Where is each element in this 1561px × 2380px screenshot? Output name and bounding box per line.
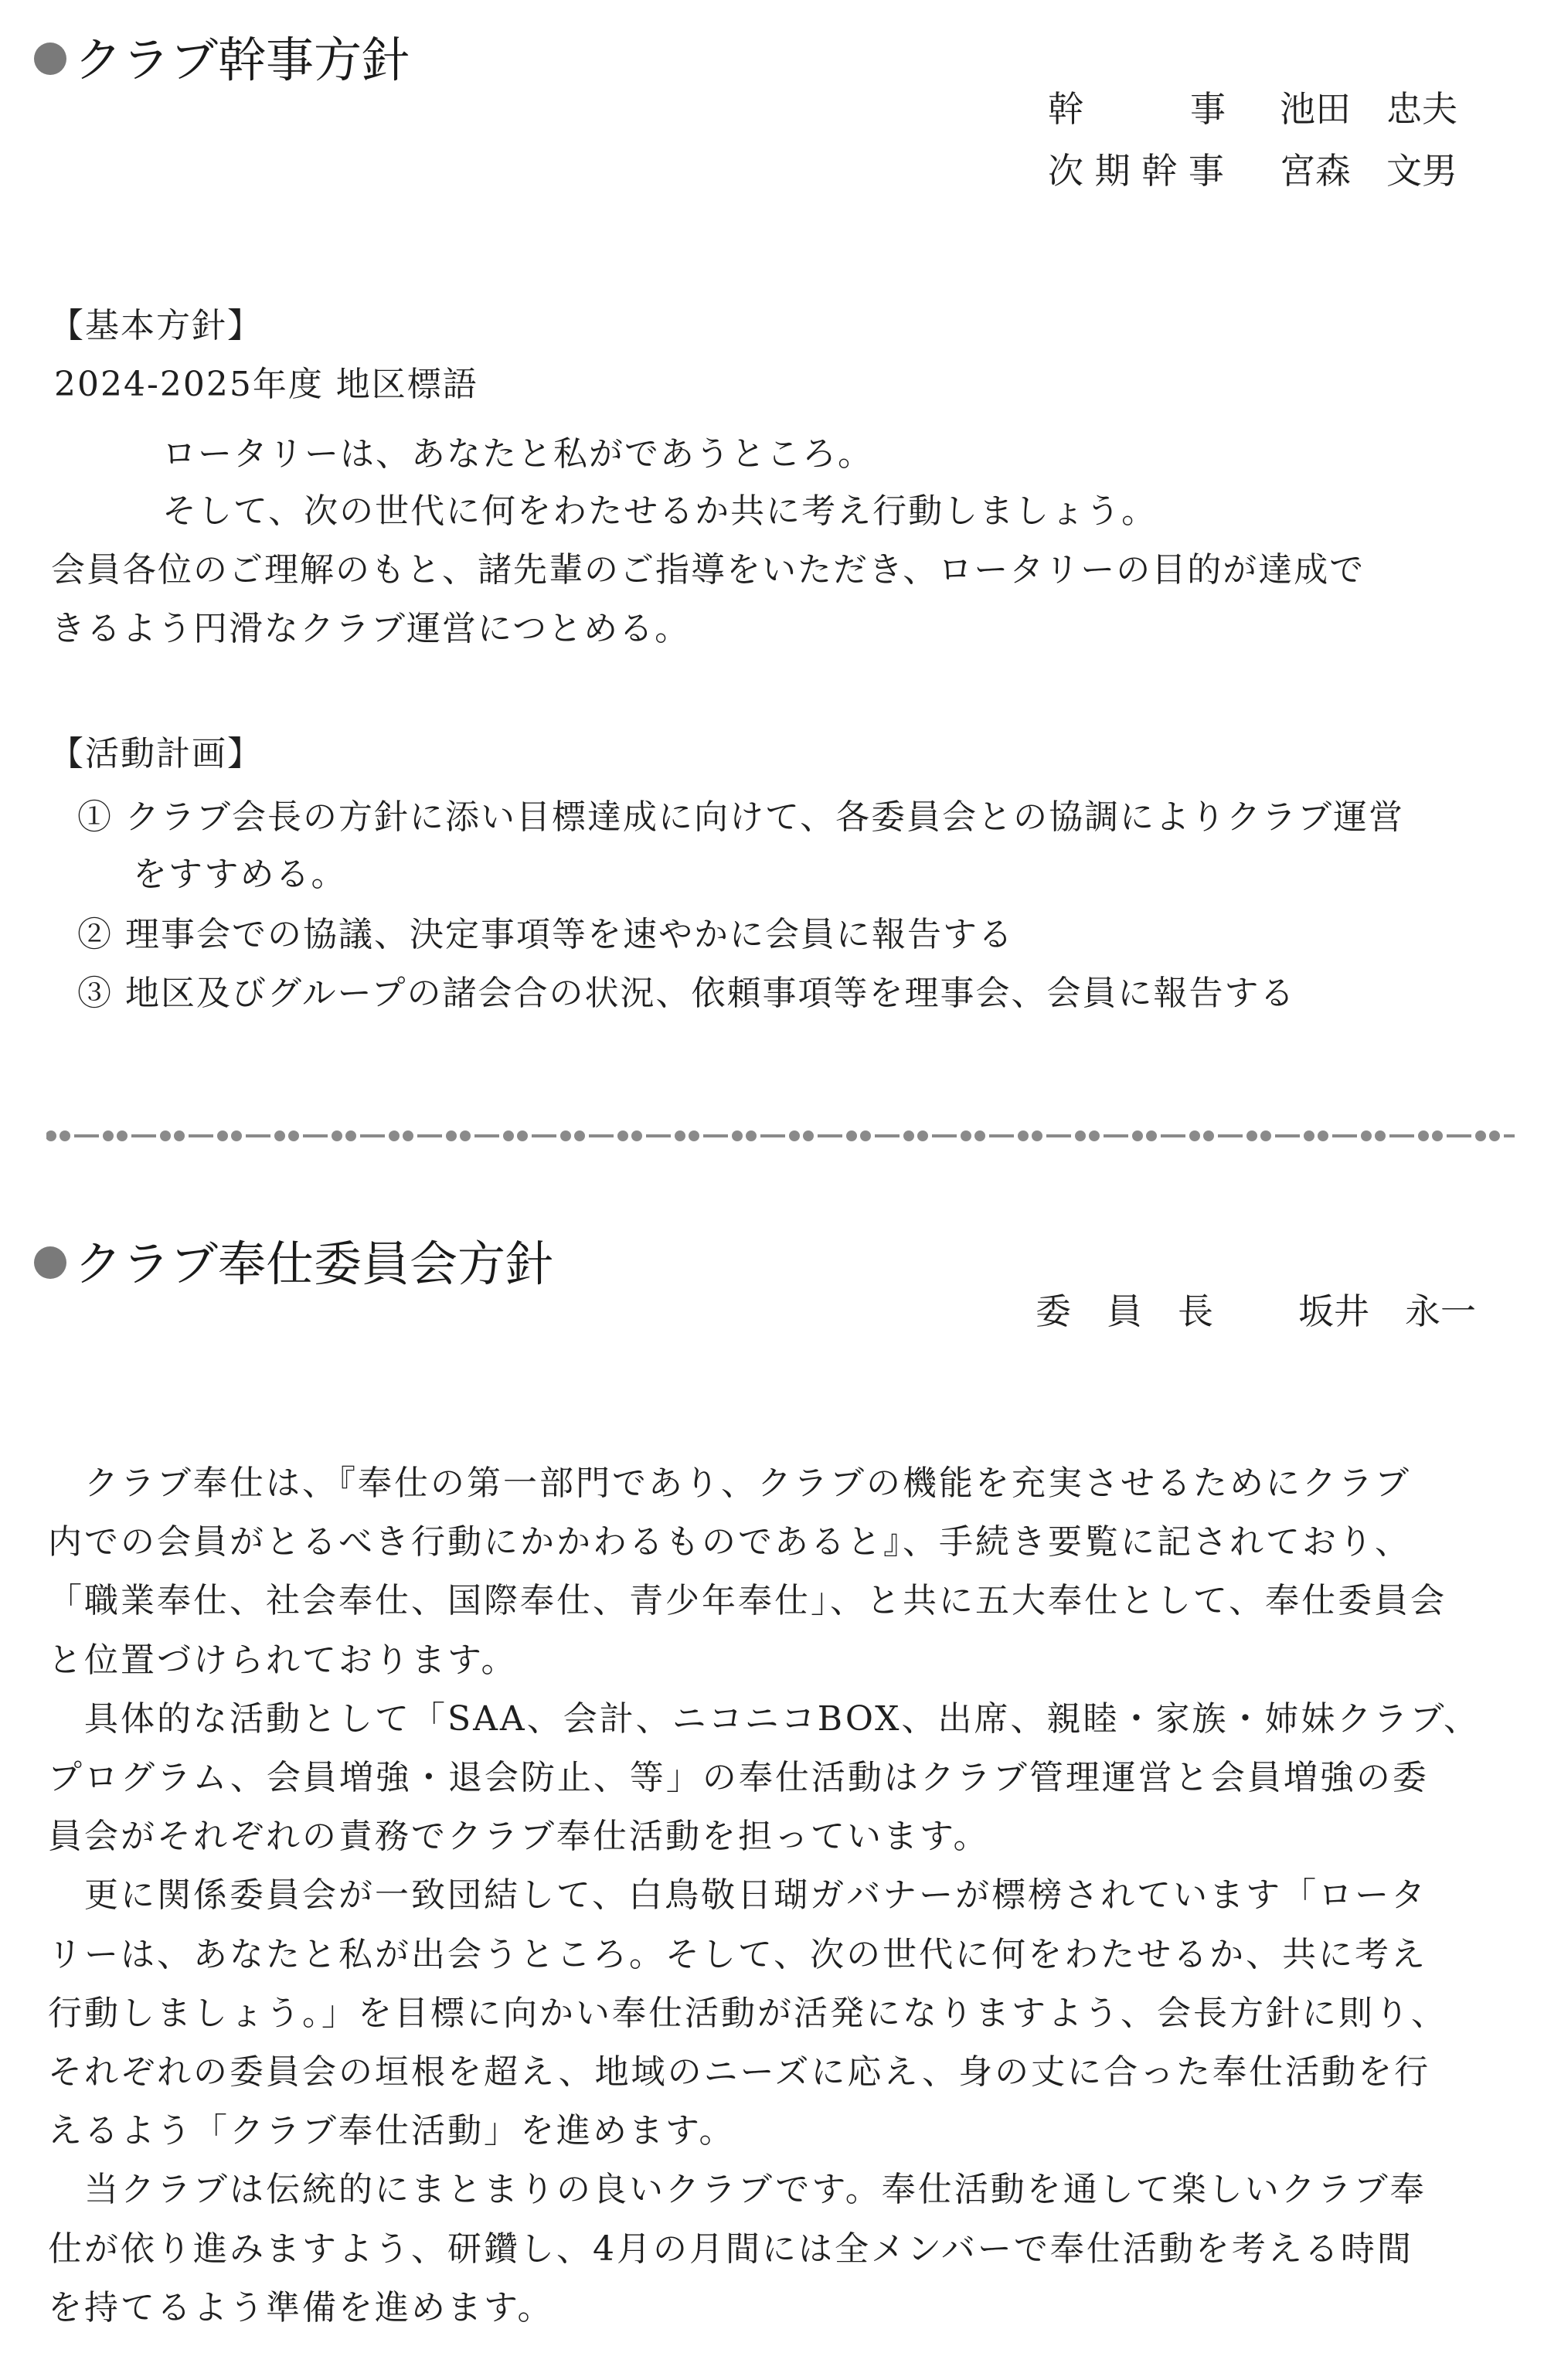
divider-dash bbox=[1046, 1134, 1071, 1137]
divider-dash bbox=[875, 1134, 900, 1137]
divider-dash bbox=[246, 1134, 270, 1137]
divider-dash bbox=[360, 1134, 385, 1137]
divider-dash bbox=[818, 1134, 842, 1137]
divider-dot bbox=[1018, 1130, 1029, 1141]
divider-dash bbox=[760, 1134, 785, 1137]
body-text-line: 内での会員がとるべき行動にかかわるものであると』、手続き要覧に記されており、 bbox=[48, 1522, 1411, 1562]
divider-dash bbox=[1447, 1134, 1471, 1137]
motto-label: 2024-2025年度 地区標語 bbox=[54, 365, 478, 404]
bullet-dot-icon bbox=[34, 42, 66, 75]
motto-line: ロータリーは、あなたと私がであうところ。 bbox=[162, 434, 873, 474]
officer-name: 宮森 文男 bbox=[1280, 150, 1457, 192]
divider-dot bbox=[274, 1130, 285, 1141]
divider-dash bbox=[589, 1134, 614, 1137]
plan-item-number: ③ bbox=[77, 974, 113, 1013]
divider-dot bbox=[503, 1130, 514, 1141]
body-text-line: 当クラブは伝統的にまとまりの良いクラブです。奉仕活動を通して楽しいクラブ奉 bbox=[48, 2170, 1427, 2210]
divider-dot bbox=[1375, 1130, 1386, 1141]
activity-plan-heading: 【活動計画】 bbox=[49, 734, 263, 774]
body-text-line: を持てるよう準備を進めます。 bbox=[48, 2287, 554, 2327]
section-title-text: クラブ奉仕委員会方針 bbox=[74, 1236, 554, 1292]
divider-dot bbox=[1318, 1130, 1328, 1141]
divider-dash bbox=[1104, 1134, 1128, 1137]
divider-dash bbox=[989, 1134, 1014, 1137]
body-text-line: 仕が依り進みますよう、研鑽し、4月の月間には全メンバーで奉仕活動を考える時間 bbox=[48, 2229, 1413, 2269]
body-text-line: 員会がそれぞれの責務でクラブ奉仕活動を担っています。 bbox=[48, 1817, 990, 1857]
divider-dot bbox=[1146, 1130, 1157, 1141]
divider-dot bbox=[846, 1130, 857, 1141]
divider-dot bbox=[1304, 1130, 1314, 1141]
divider-dot bbox=[1418, 1130, 1429, 1141]
divider-dot bbox=[1361, 1130, 1372, 1141]
divider-dash bbox=[303, 1134, 328, 1137]
divider-dot bbox=[46, 1130, 56, 1141]
divider-dot bbox=[689, 1130, 699, 1141]
divider-dot bbox=[1203, 1130, 1214, 1141]
dotted-divider bbox=[46, 1127, 1515, 1145]
divider-dot bbox=[1475, 1130, 1486, 1141]
divider-dot bbox=[903, 1130, 914, 1141]
divider-dash bbox=[532, 1134, 556, 1137]
divider-dot bbox=[974, 1130, 985, 1141]
divider-dash bbox=[1161, 1134, 1185, 1137]
officer-role: 委 員 長 bbox=[1036, 1290, 1213, 1332]
basic-policy-text-line: きるよう円滑なクラブ運営につとめる。 bbox=[51, 609, 691, 648]
divider-dash bbox=[1504, 1134, 1515, 1137]
divider-dot bbox=[1032, 1130, 1042, 1141]
divider-dot bbox=[860, 1130, 871, 1141]
divider-dot bbox=[675, 1130, 685, 1141]
divider-dot bbox=[103, 1130, 114, 1141]
divider-dot bbox=[446, 1130, 457, 1141]
officer-name: 坂井 永一 bbox=[1298, 1290, 1476, 1332]
divider-dash bbox=[646, 1134, 671, 1137]
divider-dash bbox=[1275, 1134, 1300, 1137]
section-title-secretary bbox=[34, 29, 410, 91]
divider-dash bbox=[74, 1134, 99, 1137]
body-text-line: クラブ奉仕は、『奉仕の第一部門であり、クラブの機能を充実させるためにクラブ bbox=[48, 1464, 1411, 1503]
officer-row-next-secretary bbox=[1048, 148, 1457, 193]
section-title-text: クラブ幹事方針 bbox=[74, 32, 410, 88]
plan-item-continuation: をすすめる。 bbox=[133, 855, 347, 894]
divider-dot bbox=[746, 1130, 757, 1141]
divider-dot bbox=[917, 1130, 928, 1141]
divider-dot bbox=[631, 1130, 642, 1141]
divider-dot bbox=[732, 1130, 743, 1141]
divider-dot bbox=[1189, 1130, 1200, 1141]
plan-item-number: ② bbox=[77, 915, 113, 954]
basic-policy-heading: 【基本方針】 bbox=[49, 306, 263, 345]
officer-role: 次 期 幹 事 bbox=[1048, 150, 1224, 192]
divider-dot bbox=[1132, 1130, 1143, 1141]
divider-dash bbox=[932, 1134, 957, 1137]
divider-dot bbox=[789, 1130, 800, 1141]
divider-dash bbox=[189, 1134, 213, 1137]
divider-dot bbox=[231, 1130, 242, 1141]
officer-row-secretary bbox=[1048, 87, 1457, 131]
divider-dot bbox=[574, 1130, 585, 1141]
body-text-line: プログラム、会員増強・退会防止、等」の奉仕活動はクラブ管理運営と会員増強の委 bbox=[48, 1758, 1429, 1797]
divider-dot bbox=[1075, 1130, 1086, 1141]
divider-dot bbox=[961, 1130, 971, 1141]
plan-item bbox=[77, 906, 1014, 964]
plan-item-number: ① bbox=[77, 797, 113, 837]
divider-dot bbox=[174, 1130, 185, 1141]
divider-dash bbox=[1332, 1134, 1357, 1137]
officer-name: 池田 忠夫 bbox=[1280, 88, 1457, 130]
divider-dash bbox=[417, 1134, 442, 1137]
divider-dot bbox=[288, 1130, 299, 1141]
plan-item-text: 理事会での協議、決定事項等を速やかに会員に報告する bbox=[125, 915, 1014, 954]
divider-dash bbox=[131, 1134, 156, 1137]
divider-dash bbox=[1389, 1134, 1414, 1137]
body-text-line: 「職業奉仕、社会奉仕、国際奉仕、青少年奉仕」、と共に五大奉仕として、奉仕委員会 bbox=[48, 1581, 1447, 1621]
basic-policy-text-line: 会員各位のご理解のもと、諸先輩のご指導をいただき、ロータリーの目的が達成で bbox=[51, 550, 1365, 590]
plan-item bbox=[77, 964, 1295, 1023]
body-text-line: リーは、あなたと私が出会うところ。そして、次の世代に何をわたせるか、共に考え bbox=[48, 1934, 1428, 1974]
divider-dot bbox=[1489, 1130, 1500, 1141]
plan-item bbox=[77, 788, 1404, 847]
plan-item-text: 地区及びグループの諸会合の状況、依頼事項等を理事会、会員に報告する bbox=[125, 974, 1296, 1013]
divider-dot bbox=[160, 1130, 171, 1141]
divider-dot bbox=[345, 1130, 356, 1141]
officer-role: 幹 事 bbox=[1048, 88, 1226, 130]
divider-dash bbox=[703, 1134, 728, 1137]
divider-dot bbox=[803, 1130, 814, 1141]
divider-dot bbox=[117, 1130, 128, 1141]
divider-dot bbox=[403, 1130, 413, 1141]
divider-dot bbox=[389, 1130, 400, 1141]
divider-dot bbox=[560, 1130, 571, 1141]
body-text-line: 更に関係委員会が一致団結して、白鳥敬日瑚ガバナーが標榜されています「ロータ bbox=[48, 1875, 1428, 1916]
divider-dot bbox=[617, 1130, 628, 1141]
divider-dot bbox=[1089, 1130, 1100, 1141]
divider-dash bbox=[1218, 1134, 1243, 1137]
body-text-line: 具体的な活動として「SAA、会計、ニコニコBOX、出席、親睦・家族・姉妹クラブ、 bbox=[48, 1698, 1480, 1739]
body-text-line: それぞれの委員会の垣根を超え、地域のニーズに応え、身の丈に合った奉仕活動を行 bbox=[48, 2052, 1431, 2092]
body-text-line: と位置づけられております。 bbox=[48, 1640, 518, 1680]
divider-dot bbox=[517, 1130, 528, 1141]
divider-dot bbox=[1246, 1130, 1257, 1141]
body-text-line: えるよう「クラブ奉仕活動」を進めます。 bbox=[48, 2111, 736, 2151]
divider-dot bbox=[332, 1130, 342, 1141]
divider-dot bbox=[1432, 1130, 1443, 1141]
divider-dot bbox=[217, 1130, 228, 1141]
divider-dot bbox=[1260, 1130, 1271, 1141]
divider-dot bbox=[60, 1130, 70, 1141]
divider-dot bbox=[460, 1130, 471, 1141]
section-title-club-service bbox=[34, 1233, 553, 1295]
body-text-line: 行動しましょう。」を目標に向かい奉仕活動が活発になりますよう、会長方針に則り、 bbox=[48, 1993, 1447, 2033]
officer-row-chair bbox=[1036, 1289, 1476, 1334]
divider-dash bbox=[474, 1134, 499, 1137]
plan-item-text: クラブ会長の方針に添い目標達成に向けて、各委員会との協調によりクラブ運営 bbox=[125, 797, 1405, 837]
bullet-dot-icon bbox=[34, 1246, 66, 1279]
motto-line: そして、次の世代に何をわたせるか共に考え行動しましょう。 bbox=[162, 491, 1158, 531]
